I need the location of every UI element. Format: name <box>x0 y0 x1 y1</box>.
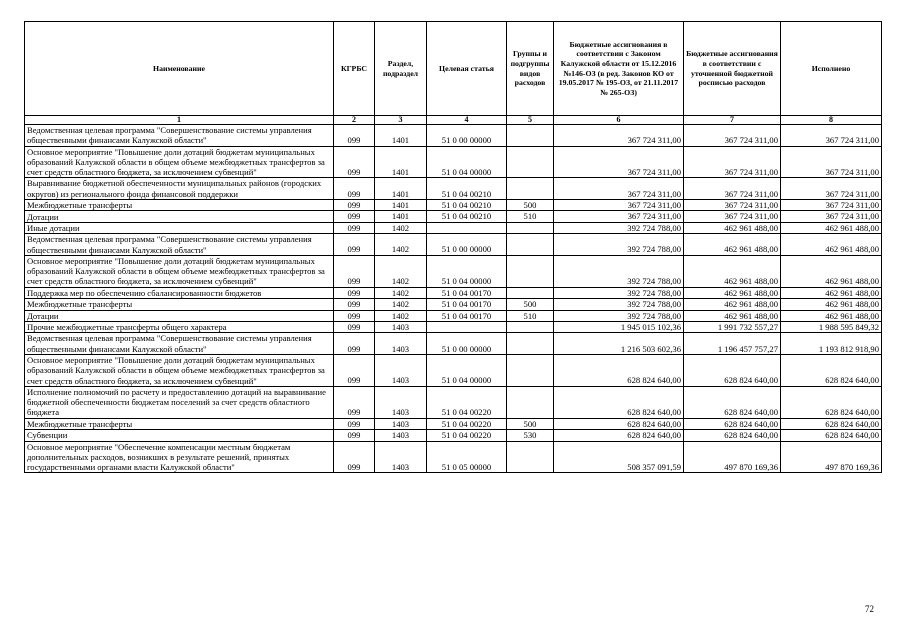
row-value-col6: 367 724 311,00 <box>554 200 684 211</box>
row-value-col7: 462 961 488,00 <box>684 234 781 256</box>
col-number: 5 <box>507 116 554 125</box>
row-name: Межбюджетные трансферты <box>25 200 334 211</box>
row-name: Основное мероприятие "Повышение доли дотаций бюджетам муниципальных образований Калужской области в общем объеме межбюджетных трансфертов за счет средств областного бюджета, за исключением субвенций" <box>25 146 334 178</box>
row-value-col8: 462 961 488,00 <box>781 222 882 233</box>
row-kgrbs: 099 <box>334 211 375 222</box>
row-value-col7: 462 961 488,00 <box>684 299 781 310</box>
row-group <box>507 255 554 287</box>
table-row <box>25 310 882 321</box>
row-article: 51 0 04 00170 <box>427 299 507 310</box>
row-article <box>427 222 507 233</box>
table-body <box>25 125 882 473</box>
row-article: 51 0 04 00220 <box>427 386 507 418</box>
row-value-col7: 367 724 311,00 <box>684 125 781 147</box>
table-row <box>25 299 882 310</box>
row-value-col6: 367 724 311,00 <box>554 146 684 178</box>
row-value-col6: 392 724 788,00 <box>554 255 684 287</box>
page-number: 72 <box>865 604 874 614</box>
row-razdel: 1402 <box>375 287 427 298</box>
row-group: 500 <box>507 299 554 310</box>
row-group <box>507 355 554 387</box>
row-kgrbs: 099 <box>334 200 375 211</box>
row-value-col8: 628 824 640,00 <box>781 355 882 387</box>
row-group: 530 <box>507 430 554 441</box>
row-article: 51 0 04 00000 <box>427 146 507 178</box>
row-value-col7: 628 824 640,00 <box>684 386 781 418</box>
row-value-col8: 462 961 488,00 <box>781 234 882 256</box>
row-kgrbs: 099 <box>334 333 375 355</box>
row-group <box>507 178 554 200</box>
header-group: Группы и подгруппы видов расходов <box>507 22 554 116</box>
table-row <box>25 125 882 147</box>
header-kgrbs: КГРБС <box>334 22 375 116</box>
row-article: 51 0 04 00210 <box>427 200 507 211</box>
table-row <box>25 287 882 298</box>
row-value-col7: 497 870 169,36 <box>684 441 781 473</box>
row-article: 51 0 04 00220 <box>427 418 507 429</box>
row-group <box>507 222 554 233</box>
header-razdel: Раздел, подраздел <box>375 22 427 116</box>
column-number-row <box>25 116 882 125</box>
row-name: Дотации <box>25 211 334 222</box>
table-row <box>25 211 882 222</box>
row-value-col7: 1 196 457 757,27 <box>684 333 781 355</box>
row-razdel: 1403 <box>375 386 427 418</box>
row-value-col7: 462 961 488,00 <box>684 255 781 287</box>
row-group <box>507 322 554 333</box>
row-value-col8: 462 961 488,00 <box>781 255 882 287</box>
row-kgrbs: 099 <box>334 255 375 287</box>
row-value-col6: 628 824 640,00 <box>554 430 684 441</box>
row-razdel: 1401 <box>375 125 427 147</box>
row-value-col6: 392 724 788,00 <box>554 287 684 298</box>
row-razdel: 1403 <box>375 355 427 387</box>
row-value-col6: 392 724 788,00 <box>554 234 684 256</box>
row-value-col6: 392 724 788,00 <box>554 222 684 233</box>
row-razdel: 1402 <box>375 234 427 256</box>
table-row <box>25 418 882 429</box>
row-value-col8: 462 961 488,00 <box>781 310 882 321</box>
row-value-col6: 392 724 788,00 <box>554 299 684 310</box>
row-value-col7: 628 824 640,00 <box>684 430 781 441</box>
row-razdel: 1401 <box>375 178 427 200</box>
row-article <box>427 322 507 333</box>
row-article: 51 0 04 00210 <box>427 211 507 222</box>
row-value-col6: 367 724 311,00 <box>554 178 684 200</box>
row-value-col7: 462 961 488,00 <box>684 287 781 298</box>
col-number: 7 <box>684 116 781 125</box>
col-number: 6 <box>554 116 684 125</box>
table-row <box>25 441 882 473</box>
row-article: 51 0 00 00000 <box>427 125 507 147</box>
row-group <box>507 146 554 178</box>
row-kgrbs: 099 <box>334 355 375 387</box>
row-group: 510 <box>507 211 554 222</box>
row-value-col6: 628 824 640,00 <box>554 418 684 429</box>
row-kgrbs: 099 <box>334 322 375 333</box>
col-number: 8 <box>781 116 882 125</box>
row-value-col7: 462 961 488,00 <box>684 310 781 321</box>
col-number: 2 <box>334 116 375 125</box>
row-value-col8: 367 724 311,00 <box>781 125 882 147</box>
row-value-col6: 628 824 640,00 <box>554 355 684 387</box>
row-razdel: 1403 <box>375 333 427 355</box>
row-value-col6: 628 824 640,00 <box>554 386 684 418</box>
row-razdel: 1401 <box>375 211 427 222</box>
row-kgrbs: 099 <box>334 299 375 310</box>
row-name: Дотации <box>25 310 334 321</box>
table-row <box>25 178 882 200</box>
col-number: 3 <box>375 116 427 125</box>
row-name: Субвенции <box>25 430 334 441</box>
row-kgrbs: 099 <box>334 222 375 233</box>
row-name: Основное мероприятие "Повышение доли дотаций бюджетам муниципальных образований Калужской области в общем объеме межбюджетных трансфертов за счет средств областного бюджета, за исключением субвенций" <box>25 255 334 287</box>
row-name: Иные дотации <box>25 222 334 233</box>
row-value-col6: 1 216 503 602,36 <box>554 333 684 355</box>
row-value-col8: 1 193 812 918,90 <box>781 333 882 355</box>
row-group <box>507 287 554 298</box>
row-name: Межбюджетные трансферты <box>25 299 334 310</box>
row-name: Ведомственная целевая программа "Совершенствование системы управления общественными финансами Калужской области" <box>25 125 334 147</box>
table-row <box>25 430 882 441</box>
row-article: 51 0 04 00000 <box>427 255 507 287</box>
row-article: 51 0 04 00220 <box>427 430 507 441</box>
row-value-col7: 367 724 311,00 <box>684 178 781 200</box>
row-razdel: 1402 <box>375 310 427 321</box>
row-name: Прочие межбюджетные трансферты общего характера <box>25 322 334 333</box>
row-value-col8: 367 724 311,00 <box>781 178 882 200</box>
row-value-col7: 1 991 732 557,27 <box>684 322 781 333</box>
row-value-col6: 1 945 015 102,36 <box>554 322 684 333</box>
row-kgrbs: 099 <box>334 125 375 147</box>
header-col8: Исполнено <box>781 22 882 116</box>
row-group <box>507 125 554 147</box>
row-value-col7: 628 824 640,00 <box>684 418 781 429</box>
row-kgrbs: 099 <box>334 441 375 473</box>
row-name: Основное мероприятие "Повышение доли дотаций бюджетам муниципальных образований Калужской области в общем объеме межбюджетных трансфертов за счет средств областного бюджета, за исключением субвенций" <box>25 355 334 387</box>
row-value-col8: 367 724 311,00 <box>781 146 882 178</box>
row-razdel: 1401 <box>375 200 427 211</box>
table-row <box>25 255 882 287</box>
row-name: Ведомственная целевая программа "Совершенствование системы управления общественными финансами Калужской области" <box>25 234 334 256</box>
row-article: 51 0 04 00170 <box>427 287 507 298</box>
row-value-col8: 1 988 595 849,32 <box>781 322 882 333</box>
row-razdel: 1403 <box>375 430 427 441</box>
row-razdel: 1403 <box>375 441 427 473</box>
row-kgrbs: 099 <box>334 386 375 418</box>
row-name: Выравнивание бюджетной обеспеченности муниципальных районов (городских округов) из регионального фонда финансовой поддержки <box>25 178 334 200</box>
row-article: 51 0 04 00170 <box>427 310 507 321</box>
table-row <box>25 146 882 178</box>
row-name: Исполнение полномочий по расчету и предоставлению дотаций на выравнивание бюджетной обеспеченности бюджетам поселений за счет средств областного бюджета <box>25 386 334 418</box>
row-group: 500 <box>507 418 554 429</box>
table-row <box>25 222 882 233</box>
row-group <box>507 333 554 355</box>
row-group <box>507 441 554 473</box>
row-razdel: 1401 <box>375 146 427 178</box>
row-article: 51 0 04 00210 <box>427 178 507 200</box>
row-article: 51 0 04 00000 <box>427 355 507 387</box>
row-group <box>507 386 554 418</box>
col-number: 1 <box>25 116 334 125</box>
row-value-col6: 508 357 091,59 <box>554 441 684 473</box>
row-value-col8: 462 961 488,00 <box>781 299 882 310</box>
budget-table <box>24 21 882 473</box>
table-row <box>25 333 882 355</box>
row-name: Межбюджетные трансферты <box>25 418 334 429</box>
row-name: Ведомственная целевая программа "Совершенствование системы управления общественными финансами Калужской области" <box>25 333 334 355</box>
row-value-col7: 628 824 640,00 <box>684 355 781 387</box>
row-razdel: 1402 <box>375 299 427 310</box>
row-kgrbs: 099 <box>334 178 375 200</box>
row-value-col7: 462 961 488,00 <box>684 222 781 233</box>
header-name: Наименование <box>25 22 334 116</box>
row-razdel: 1403 <box>375 418 427 429</box>
row-kgrbs: 099 <box>334 418 375 429</box>
row-name: Основное мероприятие "Обеспечение компенсации местным бюджетам дополнительных расходов, возникших в результате решений, принятых государственными органами власти Калужской области" <box>25 441 334 473</box>
row-value-col7: 367 724 311,00 <box>684 146 781 178</box>
row-kgrbs: 099 <box>334 430 375 441</box>
row-razdel: 1402 <box>375 255 427 287</box>
header-col7: Бюджетные ассигнования в соответствии с уточненной бюджетной росписью расходов <box>684 22 781 116</box>
row-value-col8: 462 961 488,00 <box>781 287 882 298</box>
table-row <box>25 322 882 333</box>
table-row <box>25 234 882 256</box>
row-article: 51 0 05 00000 <box>427 441 507 473</box>
row-razdel: 1403 <box>375 322 427 333</box>
row-value-col8: 628 824 640,00 <box>781 430 882 441</box>
row-article: 51 0 00 00000 <box>427 333 507 355</box>
row-article: 51 0 00 00000 <box>427 234 507 256</box>
row-kgrbs: 099 <box>334 234 375 256</box>
col-number: 4 <box>427 116 507 125</box>
table-row <box>25 200 882 211</box>
table-row <box>25 355 882 387</box>
row-name: Поддержка мер по обеспечению сбалансированности бюджетов <box>25 287 334 298</box>
row-value-col8: 628 824 640,00 <box>781 418 882 429</box>
row-kgrbs: 099 <box>334 310 375 321</box>
row-value-col8: 497 870 169,36 <box>781 441 882 473</box>
header-col6: Бюджетные ассигнования в соответствии с Законом Калужской области от 15.12.2016 №146-ОЗ (в ред. Законов КО от 19.05.2017 № 195-ОЗ, от 21.11.2017 № 265-ОЗ) <box>554 22 684 116</box>
row-value-col6: 367 724 311,00 <box>554 125 684 147</box>
table-header-row <box>25 22 882 116</box>
row-razdel: 1402 <box>375 222 427 233</box>
row-value-col7: 367 724 311,00 <box>684 211 781 222</box>
row-value-col6: 367 724 311,00 <box>554 211 684 222</box>
header-article: Целевая статья <box>427 22 507 116</box>
row-group: 500 <box>507 200 554 211</box>
row-value-col7: 367 724 311,00 <box>684 200 781 211</box>
row-value-col8: 367 724 311,00 <box>781 200 882 211</box>
row-kgrbs: 099 <box>334 146 375 178</box>
table-row <box>25 386 882 418</box>
row-value-col8: 367 724 311,00 <box>781 211 882 222</box>
row-kgrbs: 099 <box>334 287 375 298</box>
row-value-col6: 392 724 788,00 <box>554 310 684 321</box>
row-value-col8: 628 824 640,00 <box>781 386 882 418</box>
row-group <box>507 234 554 256</box>
row-group: 510 <box>507 310 554 321</box>
